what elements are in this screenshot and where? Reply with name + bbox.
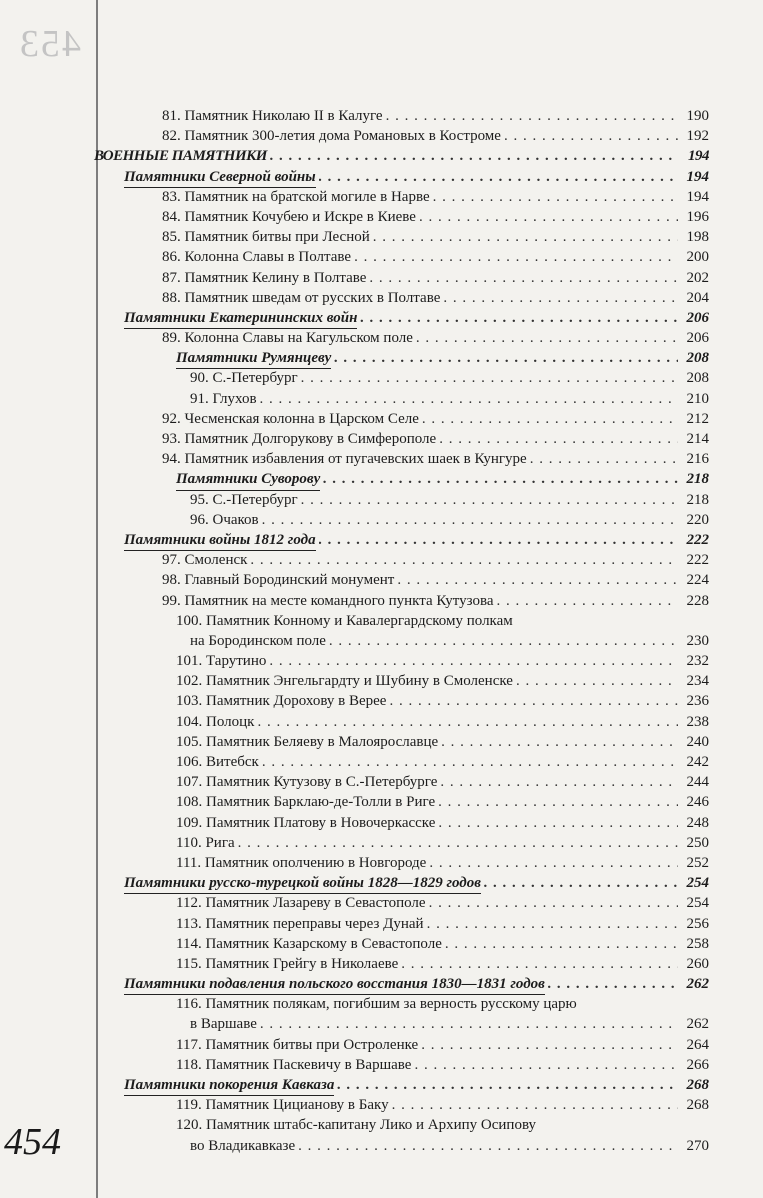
dot-leader <box>257 712 678 732</box>
toc-entry <box>94 247 709 267</box>
toc-section-heading <box>94 348 709 368</box>
toc-entry-page: 236 <box>686 693 709 710</box>
toc-section-heading <box>94 873 709 893</box>
dot-leader <box>392 1095 678 1115</box>
dot-leader <box>337 1075 678 1095</box>
toc-entry-title: на Бородинском поле <box>190 632 326 649</box>
dot-leader <box>516 671 678 691</box>
toc-entry-title: 111. Памятник ополчению в Новгороде <box>176 854 427 871</box>
dot-leader <box>422 409 678 429</box>
dot-leader <box>427 914 678 934</box>
toc-entry-page: 206 <box>686 330 709 347</box>
toc-entry-page: 248 <box>686 814 709 831</box>
toc-entry-page: 240 <box>686 733 709 750</box>
dot-leader <box>260 1014 678 1034</box>
toc-entry-title: Памятники покорения Кавказа <box>124 1075 334 1096</box>
toc-entry-page: 232 <box>686 653 709 670</box>
toc-entry-page: 266 <box>686 1056 709 1073</box>
toc-section-heading <box>94 167 709 187</box>
toc-entry <box>94 732 709 752</box>
toc-entry-page: 242 <box>686 754 709 770</box>
toc-entry-page: 262 <box>686 1016 709 1033</box>
dot-leader <box>301 490 678 510</box>
toc-entry-page: 264 <box>686 1036 709 1053</box>
toc-entry-title: 83. Памятник на братской могиле в Нарве <box>162 188 430 205</box>
toc-entry <box>94 651 709 671</box>
toc-entry-page: 218 <box>686 471 709 488</box>
toc-entry-title: 104. Полоцк <box>176 713 255 730</box>
toc-entry-title: Памятники Румянцеву <box>176 348 331 369</box>
toc-entry <box>94 752 709 772</box>
toc-entry-title: 95. С.-Петербург <box>190 491 298 508</box>
toc-entry-title: 89. Колонна Славы на Кагульском поле <box>162 330 413 347</box>
toc-entry-title: 94. Памятник избавления от пугачевских шаек в Кунгуре <box>162 451 527 468</box>
toc-entry-page: 194 <box>688 148 709 165</box>
toc-entry-title: 108. Памятник Барклаю-де-Толли в Риге <box>176 794 436 811</box>
toc-entry-page: 268 <box>686 1097 709 1114</box>
toc-entry <box>94 268 709 288</box>
dot-leader <box>323 469 678 489</box>
toc-entry-title: 110. Рига <box>176 834 235 851</box>
dot-leader <box>441 732 678 752</box>
dot-leader <box>440 772 678 792</box>
toc-entry <box>94 510 709 530</box>
toc-entry <box>94 1014 709 1034</box>
toc-entry-title: 87. Памятник Келину в Полтаве <box>162 269 367 286</box>
toc-entry <box>94 570 709 590</box>
toc-entry-page: 228 <box>686 592 709 609</box>
dot-leader <box>270 146 678 166</box>
toc-entry <box>94 833 709 853</box>
toc-entry-title: 82. Памятник 300-летия дома Романовых в Костроме <box>162 128 501 145</box>
dot-leader <box>262 752 678 772</box>
dot-leader <box>438 813 678 833</box>
toc-entry <box>94 611 709 631</box>
dot-leader <box>262 510 678 530</box>
toc-entry <box>94 227 709 247</box>
toc-entry-title: 109. Памятник Платову в Новочеркасске <box>176 814 436 831</box>
toc-section-heading <box>94 308 709 328</box>
dot-leader <box>369 268 678 288</box>
dot-leader <box>260 389 678 409</box>
toc-entry <box>94 671 709 691</box>
toc-entry <box>94 994 709 1014</box>
toc-entry <box>94 591 709 611</box>
toc-entry-title: 101. Тарутино <box>176 653 267 670</box>
dot-leader <box>386 106 678 126</box>
toc-entry <box>94 106 709 126</box>
toc-entry-title: 96. Очаков <box>190 511 259 528</box>
toc-entry <box>94 187 709 207</box>
toc-entry-title: 103. Памятник Дорохову в Верее <box>176 693 387 710</box>
toc-entry-page: 200 <box>686 249 709 266</box>
toc-entry <box>94 550 709 570</box>
table-of-contents <box>94 106 709 1156</box>
toc-entry <box>94 429 709 449</box>
toc-entry-title: 120. Памятник штабс-капитану Лико и Архипу Осипову <box>176 1117 537 1134</box>
dot-leader <box>439 429 678 449</box>
toc-entry-title: 85. Памятник битвы при Лесной <box>162 229 370 246</box>
toc-entry-title: 107. Памятник Кутузову в С.-Петербурге <box>176 774 438 791</box>
dot-leader <box>354 247 678 267</box>
toc-entry-title: Памятники Северной войны <box>124 167 316 188</box>
toc-entry-title: в Варшаве <box>190 1016 257 1033</box>
toc-entry-page: 218 <box>686 491 709 508</box>
toc-entry-title: 81. Памятник Николаю II в Калуге <box>162 108 383 124</box>
toc-entry-page: 196 <box>686 208 709 225</box>
toc-entry-title: 100. Памятник Конному и Кавалергардскому полкам <box>176 612 513 629</box>
toc-entry-page: 268 <box>686 1077 709 1093</box>
toc-entry-title: Памятники Екатерининских войн <box>124 308 357 329</box>
toc-entry-title: Памятники войны 1812 года <box>124 530 316 551</box>
toc-entry <box>94 1136 709 1156</box>
dot-leader <box>269 651 678 671</box>
dot-leader <box>438 792 678 812</box>
toc-entry <box>94 1035 709 1055</box>
toc-entry-title: 116. Памятник полякам, погибшим за верность русскому царю <box>176 996 577 1013</box>
toc-entry-page: 260 <box>686 955 709 972</box>
dot-leader <box>329 631 678 651</box>
toc-entry-page: 190 <box>686 108 709 124</box>
toc-entry <box>94 1055 709 1075</box>
toc-entry-page: 192 <box>686 128 709 145</box>
toc-entry <box>94 813 709 833</box>
dot-leader <box>373 227 678 247</box>
dot-leader <box>530 449 678 469</box>
toc-section-heading <box>94 146 709 166</box>
toc-entry <box>94 288 709 308</box>
dot-leader <box>484 873 678 893</box>
toc-entry-page: 254 <box>686 895 709 912</box>
toc-entry <box>94 914 709 934</box>
dot-leader <box>250 550 678 570</box>
dot-leader <box>443 288 678 308</box>
toc-section-heading <box>94 530 709 550</box>
toc-entry-page: 202 <box>686 269 709 286</box>
dot-leader <box>360 308 678 328</box>
toc-entry-page: 194 <box>686 168 709 185</box>
dot-leader <box>504 126 678 146</box>
toc-entry-page: 244 <box>686 774 709 791</box>
toc-entry-page: 250 <box>686 834 709 851</box>
toc-entry-title: 99. Памятник на месте командного пункта Кутузова <box>162 592 494 609</box>
dot-leader <box>445 934 678 954</box>
toc-entry <box>94 1115 709 1135</box>
toc-entry-page: 254 <box>686 875 709 892</box>
toc-entry <box>94 691 709 711</box>
toc-entry-title: 102. Памятник Энгельгардту и Шубину в Смоленске <box>176 673 513 690</box>
dot-leader <box>548 974 678 994</box>
toc-entry-title: 105. Памятник Беляеву в Малоярославце <box>176 733 439 750</box>
toc-entry-page: 208 <box>686 350 709 367</box>
toc-entry <box>94 328 709 348</box>
toc-entry-page: 194 <box>686 188 709 205</box>
toc-entry <box>94 712 709 732</box>
toc-entry <box>94 631 709 651</box>
toc-entry-title: 86. Колонна Славы в Полтаве <box>162 249 352 266</box>
toc-entry-page: 258 <box>686 935 709 952</box>
dot-leader <box>421 1035 678 1055</box>
toc-entry-title: Памятники подавления польского восстания 1830—1831 годов <box>124 974 545 995</box>
toc-entry-title: 98. Главный Бородинский монумент <box>162 572 395 589</box>
toc-entry <box>94 389 709 409</box>
dot-leader <box>433 187 678 207</box>
toc-entry-page: 198 <box>686 229 709 246</box>
toc-entry-page: 222 <box>686 552 709 569</box>
toc-entry-title: 106. Витебск <box>176 754 259 770</box>
toc-entry <box>94 490 709 510</box>
toc-entry-title: 113. Памятник переправы через Дунай <box>176 915 424 932</box>
toc-entry-title: 117. Памятник битвы при Остроленке <box>176 1036 419 1053</box>
toc-entry <box>94 409 709 429</box>
dot-leader <box>429 893 678 913</box>
toc-entry-title: 119. Памятник Цицианову в Баку <box>176 1097 389 1114</box>
dot-leader <box>419 207 678 227</box>
dot-leader <box>319 167 678 187</box>
toc-entry <box>94 893 709 913</box>
page-number: 454 <box>4 1121 61 1163</box>
toc-entry-page: 220 <box>686 511 709 528</box>
toc-section-heading <box>94 469 709 489</box>
toc-entry-page: 224 <box>686 572 709 589</box>
toc-entry-title: Памятники Суворову <box>176 469 320 490</box>
toc-entry-page: 230 <box>686 632 709 649</box>
toc-entry-title: 118. Памятник Паскевичу в Варшаве <box>176 1056 412 1073</box>
toc-entry-page: 246 <box>686 794 709 811</box>
dot-leader <box>397 570 678 590</box>
toc-entry-page: 238 <box>686 713 709 730</box>
toc-entry-page: 204 <box>686 289 709 306</box>
toc-entry-page: 270 <box>686 1137 709 1154</box>
dot-leader <box>429 853 678 873</box>
toc-entry <box>94 792 709 812</box>
bleed-through-page-number: 453 <box>18 23 81 65</box>
toc-entry <box>94 934 709 954</box>
toc-entry <box>94 772 709 792</box>
toc-entry-page: 212 <box>686 410 709 427</box>
dot-leader <box>238 833 678 853</box>
toc-entry-title: ВОЕННЫЕ ПАМЯТНИКИ <box>94 148 267 165</box>
toc-entry-title: во Владикавказе <box>190 1137 296 1154</box>
toc-entry-page: 206 <box>686 309 709 326</box>
dot-leader <box>401 954 678 974</box>
toc-section-heading <box>94 1075 709 1095</box>
toc-entry-title: Памятники русско-турецкой войны 1828—1829 годов <box>124 873 481 894</box>
toc-entry-title: 97. Смоленск <box>162 552 248 569</box>
toc-entry-title: 112. Памятник Лазареву в Севастополе <box>176 895 426 912</box>
toc-entry <box>94 853 709 873</box>
toc-entry-title: 114. Памятник Казарскому в Севастополе <box>176 935 442 952</box>
dot-leader <box>416 328 678 348</box>
dot-leader <box>334 348 678 368</box>
toc-entry-title: 92. Чесменская колонна в Царском Селе <box>162 410 419 427</box>
toc-entry-title: 88. Памятник шведам от русских в Полтаве <box>162 289 441 306</box>
toc-entry <box>94 126 709 146</box>
toc-entry-page: 216 <box>686 451 709 468</box>
dot-leader <box>389 691 678 711</box>
toc-entry <box>94 368 709 388</box>
toc-entry <box>94 1095 709 1115</box>
toc-section-heading <box>94 974 709 994</box>
toc-entry <box>94 449 709 469</box>
toc-entry-title: 91. Глухов <box>190 390 257 407</box>
toc-entry-page: 208 <box>686 370 709 387</box>
toc-entry-page: 214 <box>686 431 709 447</box>
toc-entry-page: 252 <box>686 854 709 871</box>
toc-entry <box>94 207 709 227</box>
toc-entry-page: 234 <box>686 673 709 690</box>
toc-entry-page: 222 <box>686 531 709 548</box>
toc-entry-page: 256 <box>686 915 709 932</box>
toc-entry-page: 262 <box>686 976 709 993</box>
dot-leader <box>497 591 678 611</box>
toc-entry-page: 210 <box>686 390 709 407</box>
toc-entry <box>94 954 709 974</box>
toc-entry-title: 90. С.-Петербург <box>190 370 298 387</box>
dot-leader <box>319 530 678 550</box>
toc-entry-title: 84. Памятник Кочубею и Искре в Киеве <box>162 208 416 225</box>
toc-entry-title: 93. Памятник Долгорукову в Симферополе <box>162 431 437 447</box>
dot-leader <box>414 1055 678 1075</box>
dot-leader <box>298 1136 678 1156</box>
dot-leader <box>301 368 678 388</box>
toc-entry-title: 115. Памятник Грейгу в Николаеве <box>176 955 399 972</box>
